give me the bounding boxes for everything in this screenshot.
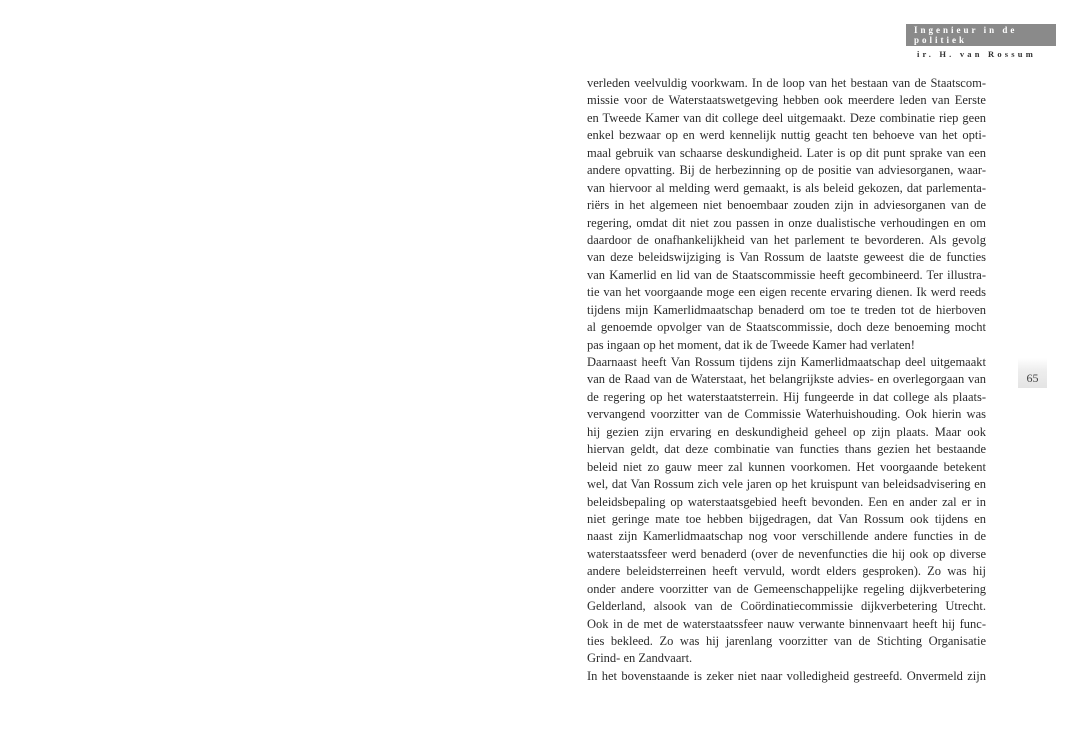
text-line: niet geringe mate toe hebben bijgedragen, dat Van Rossum ook tijdens en [587,511,986,526]
text-line: verleden veelvuldig voorkwam. In de loop van het bestaan van de Staatscom- [587,76,986,90]
text-line: Gelderland, alsook van de Coördinatiecommissie dijkverbetering Utrecht. [587,599,986,614]
text-line: enkel bezwaar op en werd kennelijk nuttig geacht ten behoeve van het opti- [587,128,986,143]
text-line: Ook in de met de waterstaatssfeer nauw verwante binnenvaart heeft hij func- [587,616,986,631]
running-head-title: Ingenieur in de politiek [906,24,1056,46]
body-text [587,75,986,685]
running-head-author: ir. H. van Rossum [916,49,1036,59]
text-line: Grind- en Zandvaart. [587,651,693,666]
text-line: naast zijn Kamerlidmaatschap nog voor verschillende andere functies in de [587,529,986,544]
text-line: andere beleidsterreinen heeft vervuld, wordt elders gesproken). Zo was hij [587,564,986,579]
text-line: waterstaatssfeer werd benaderd (over de nevenfuncties die hij ook op diverse [587,546,986,561]
text-line: regering, omdat dit niet zou passen in onze dualistische verhoudingen en om [587,215,986,230]
text-line: riërs in het algemeen niet benoembaar zouden zijn in adviesorganen van de [587,198,986,213]
text-line: vervangend voorzitter van de Commissie Waterhuishouding. Ook hierin was [587,407,986,422]
text-line: onder andere voorzitter van de Gemeenschappelijke regeling dijkverbetering [587,581,986,596]
text-line: hiervan geldt, dat deze combinatie van functies thans gezien het bestaande [587,442,986,457]
text-line: tie van het voorgaande moge een eigen recente ervaring dienen. Ik werd reeds [587,285,986,300]
text-line: beleidsbepaling op waterstaatsgebied heeft bevonden. Een en ander zal er in [587,494,986,509]
page-number: 65 [1026,371,1039,385]
text-line: pas ingaan op het moment, dat ik de Tweede Kamer had verlaten! [587,337,915,352]
text-line: de regering op het waterstaatsterrein. Hij fungeerde in dat college als plaats- [587,389,986,404]
page-number-tab [1018,358,1047,388]
text-line: van Kamerlid en lid van de Staatscommissie heeft gecombineerd. Ter illustra- [587,267,986,282]
text-line: ties bekleed. Zo was hij jarenlang voorzitter van de Stichting Organisatie [587,634,986,648]
text-line: andere opvatting. Bij de herbezinning op de positie van adviesorganen, waar- [587,163,986,178]
text-line: beleid niet zo gauw meer zal kunnen voorkomen. Het voorgaande betekent [587,459,986,474]
text-line: van de Raad van de Waterstaat, het belangrijkste advies- en overlegorgaan van [587,372,986,387]
text-line: tijdens mijn Kamerlidmaatschap benaderd om toe te treden tot de hierboven [587,302,986,317]
text-line: daardoor de onafhankelijkheid van het parlement te bevorderen. Als gevolg [587,232,986,247]
text-line: van deze beleidswijziging is Van Rossum de laatste geweest die de functies [587,250,986,265]
text-line: hij gezien zijn ervaring en deskundigheid geheel op zijn plaats. Maar ook [587,424,986,439]
text-line: In het bovenstaande is zeker niet naar volledigheid gestreefd. Onvermeld zijn [587,668,986,683]
text-line: Daarnaast heeft Van Rossum tijdens zijn Kamerlidmaatschap deel uitgemaakt [587,355,986,369]
text-line: al genoemde opvolger van de Staatscommissie, doch deze benoeming mocht [587,320,986,335]
running-head [906,24,1056,59]
text-line: maal gebruik van schaarse deskundigheid. Later is op dit punt sprake van een [587,145,986,160]
text-line: wel, dat Van Rossum zich vele jaren op het kruispunt van beleidsadvisering en [587,477,986,492]
text-line: en Tweede Kamer van dit college deel uitgemaakt. Deze combinatie riep geen [587,110,986,125]
text-line: missie voor de Waterstaatswetgeving hebben ook meerdere leden van Eerste [587,93,986,108]
text-line: van hiervoor al melding werd gemaakt, is als beleid gekozen, dat parlementa- [587,180,986,195]
